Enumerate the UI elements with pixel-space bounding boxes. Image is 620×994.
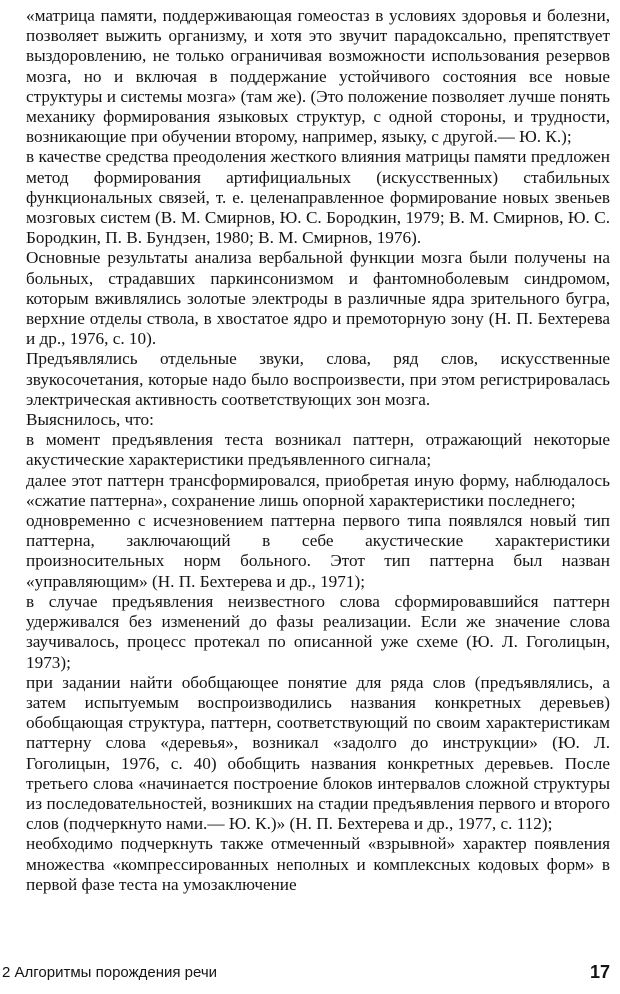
paragraph-5: Выяснилось, что: (26, 410, 154, 430)
paragraph-10: при задании найти обобщающее понятие для ряда слов (предъявлялись, а затем испытуемым воспроизводились названия конкретных деревьев) обобщающая структура, паттерн, соответствующий по своим характеристикам паттерну слова «деревья», возникал «задолго до инструкции» (Ю. Л. Гоголицын, 1976, с. 40) обобщить названия конкретных деревьев. После третьего слова «начинается построение блоков интервалов сложной структуры из последовательностей, возникших на стадии предъявления первого и второго слов (подчеркнуто нами.— Ю. К.)» (Н. П. Бехтерева и др., 1977, с. 112); (26, 672, 610, 834)
paragraph-11: необходимо подчеркнуть также отмеченный «взрывной» характер появления множества «компрессированных неполных и комплексных кодовых форм» в первой фазе теста на умозаключение (26, 834, 610, 894)
paragraph-4: Предъявлялись отдельные звуки, слова, ряд слов, искусственные звукосочетания, которые надо было воспроизвести, при этом регистрировалась электрическая активность соответствующих зон мозга. (26, 349, 610, 409)
paragraph-2: в качестве средства преодоления жесткого влияния матрицы памяти предложен метод формирования артифициальных (искусственных) стабильных функциональных связей, т. е. целенаправленное формирование новых звеньев мозговых систем (В. М. Смирнов, Ю. С. Бородкин, 1979; В. М. Смирнов, Ю. С. Бородкин, П. В. Бундзен, 1980; В. М. Смирнов, 1976). (26, 147, 610, 248)
paragraph-1: «матрица памяти, поддерживающая гомеостаз в условиях здоровья и болезни, позволяет выжить организму, и хотя это звучит парадоксально, препятствует выздоровлению, не только ограничивая возможности использования резервов мозга, но и включая в поддержание устойчивого состояния все новые структуры и системы мозга» (там же). (Это положение позволяет лучше понять механику формирования языковых структур, с одной стороны, и трудности, возникающие при обучении второму, например, языку, с другой.— Ю. К.); (26, 6, 610, 147)
page-footer (2, 964, 610, 986)
page-number: 17 (589, 962, 610, 982)
paragraph-3: Основные результаты анализа вербальной функции мозга были получены на больных, страдавших паркинсонизмом и фантомноболевым синдромом, которым вживлялись золотые электроды в различные ядра зрительного бугра, верхние отделы ствола, в хвостатое ядро и премоторную зону (Н. П. Бехтерева и др., 1976, с. 10). (26, 248, 610, 349)
footer-title: 2 Алгоритмы порождения речи (2, 964, 218, 981)
body-text (26, 6, 610, 895)
paragraph-8: одновременно с исчезновением паттерна первого типа появлялся новый тип паттерна, заключающий в себе акустические характеристики произносительных норм больного. Этот тип паттерна был назван «управляющим» (Н. П. Бехтерева и др., 1971); (26, 511, 610, 591)
paragraph-9: в случае предъявления неизвестного слова сформировавшийся паттерн удерживался без изменений до фазы реализации. Если же значение слова заучивалось, процесс протекал по описанной уже схеме (Ю. Л. Гоголицын, 1973); (26, 591, 610, 672)
paragraph-7: далее этот паттерн трансформировался, приобретая иную форму, наблюдалось «сжатие паттерна», сохранение лишь опорной характеристики последнего; (26, 470, 610, 510)
paragraph-6: в момент предъявления теста возникал паттерн, отражающий некоторые акустические характеристики предъявленного сигнала; (26, 430, 610, 470)
